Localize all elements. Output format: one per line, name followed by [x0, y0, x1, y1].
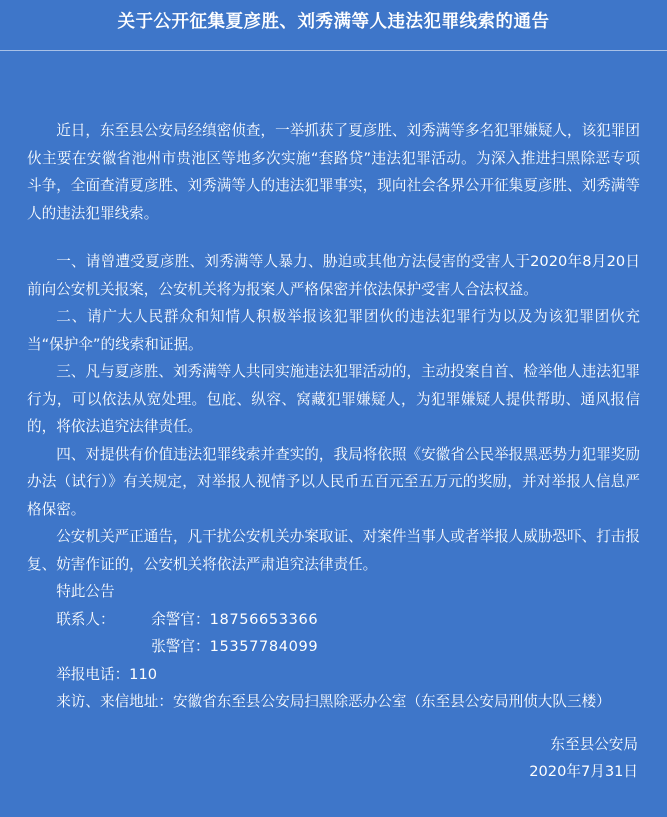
hotline-line: 举报电话：110: [56, 665, 158, 683]
contact-row-1: [27, 606, 640, 634]
closing-line: 特此公告: [56, 583, 115, 600]
item-2-paragraph: 二、请广大人民群众和知情人积极举报该犯罪团伙的违法犯罪行为以及为该犯罪团伙充当“保护伞”的线索和证据。: [27, 308, 640, 353]
intro-paragraph: 近日，东至县公安局经缜密侦查，一举抓获了夏彦胜、刘秀满等多名犯罪嫌疑人，该犯罪团伙主要在安徽省池州市贵池区等地多次实施“套路贷”违法犯罪活动。为深入推进扫黑除恶专项斗争，全面查清夏彦胜、刘秀满等人的违法犯罪事实，现向社会各界公开征集夏彦胜、刘秀满等人的违法犯罪线索。: [27, 122, 640, 222]
contact-name: 张警官：: [151, 638, 210, 655]
item-4-paragraph: 四、对提供有价值违法犯罪线索并查实的，我局将依照《安徽省公民举报黑恶势力犯罪奖励办法（试行）》有关规定，对举报人视情予以人民币五百元至五万元的奖励，并对举报人信息严格保密。: [27, 445, 640, 518]
notice-body: [27, 117, 640, 786]
warning-paragraph: 公安机关严正通告，凡干扰公安机关办案取证、对案件当事人或者举报人威胁恐吓、打击报复、妨害作证的，公安机关将依法严肃追究法律责任。: [27, 528, 640, 573]
contact-phone: 15357784099: [209, 638, 319, 655]
item-3-paragraph: 三、凡与夏彦胜、刘秀满等人共同实施违法犯罪活动的，主动投案自首、检举他人违法犯罪行为，可以依法从宽处理。包庇、纵容、窝藏犯罪嫌疑人，为犯罪嫌疑人提供帮助、通风报信的，将依法追究法律责任。: [27, 363, 640, 435]
title-divider: [0, 50, 667, 51]
contact-name: 余警官：: [151, 610, 210, 628]
contact-phone: 18756653366: [209, 610, 319, 628]
signature-org: 东至县公安局: [550, 735, 638, 753]
item-1-paragraph: 一、请曾遭受夏彦胜、刘秀满等人暴力、胁迫或其他方法侵害的受害人于2020年8月20日前向公安机关报案，公安机关将为报案人严格保密并依法保护受害人合法权益。: [27, 253, 640, 298]
contact-label-spacer: [56, 633, 151, 661]
signature-date: 2020年7月31日: [529, 763, 638, 780]
address-paragraph: 来访、来信地址：安徽省东至县公安局扫黑除恶办公室（东至县公安局刑侦大队三楼）: [56, 693, 611, 710]
contact-label: 联系人：: [56, 610, 115, 628]
contact-row-2: [27, 633, 640, 661]
notice-title: 关于公开征集夏彦胜、刘秀满等人违法犯罪线索的通告: [117, 12, 550, 32]
